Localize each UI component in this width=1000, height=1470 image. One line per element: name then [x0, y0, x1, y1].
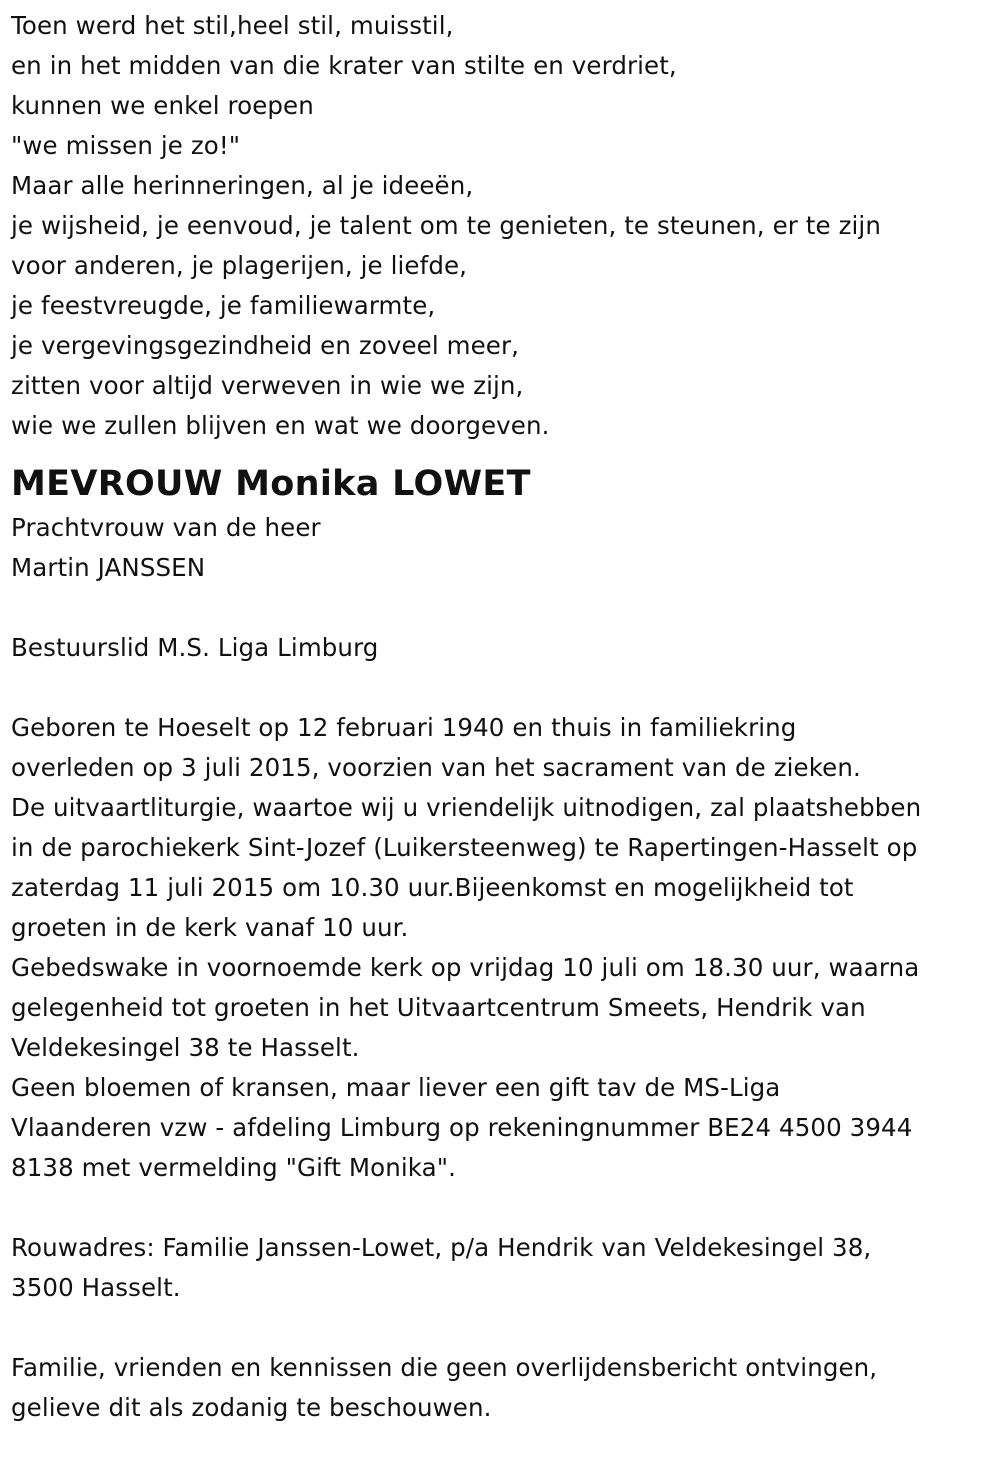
poem [11, 6, 996, 446]
announcement-line: zaterdag 11 juli 2015 om 10.30 uur.Bijeenkomst en mogelijkheid tot [11, 873, 854, 902]
spouse-name: Martin JANSSEN [11, 553, 206, 582]
closing-line: gelieve dit als zodanig te beschouwen. [11, 1393, 492, 1422]
poem-line: "we missen je zo!" [11, 131, 241, 160]
announcement-line: Geen bloemen of kransen, maar liever een gift tav de MS-Liga [11, 1073, 781, 1102]
announcement-line: Geboren te Hoeselt op 12 februari 1940 en thuis in familiekring [11, 713, 797, 742]
address-line: Rouwadres: Familie Janssen-Lowet, p/a Hendrik van Veldekesingel 38, [11, 1233, 872, 1262]
spacer [11, 1308, 996, 1348]
spacer [11, 1188, 996, 1228]
announcement-line: Vlaanderen vzw - afdeling Limburg op rekeningnummer BE24 4500 3944 [11, 1113, 913, 1142]
spacer [11, 588, 996, 628]
poem-line: je wijsheid, je eenvoud, je talent om te genieten, te steunen, er te zijn [11, 211, 881, 240]
poem-line: wie we zullen blijven en wat we doorgeven. [11, 411, 550, 440]
poem-line: Toen werd het stil,heel stil, muisstil, [11, 11, 454, 40]
obituary-document [11, 6, 996, 1428]
announcement-line: Veldekesingel 38 te Hasselt. [11, 1033, 360, 1062]
announcement-line: 8138 met vermelding "Gift Monika". [11, 1153, 456, 1182]
poem-line: en in het midden van die krater van stilte en verdriet, [11, 51, 677, 80]
announcement [11, 708, 996, 1188]
spacer [11, 668, 996, 708]
poem-line: kunnen we enkel roepen [11, 91, 314, 120]
announcement-line: De uitvaartliturgie, waartoe wij u vriendelijk uitnodigen, zal plaatshebben [11, 793, 922, 822]
poem-line: voor anderen, je plagerijen, je liefde, [11, 251, 468, 280]
poem-line: je vergevingsgezindheid en zoveel meer, [11, 331, 520, 360]
role-line: Bestuurslid M.S. Liga Limburg [11, 633, 379, 662]
spouse-line: Prachtvrouw van de heer [11, 513, 321, 542]
deceased-name: MEVROUW Monika LOWET [11, 464, 531, 504]
address-line: 3500 Hasselt. [11, 1273, 181, 1302]
announcement-line: overleden op 3 juli 2015, voorzien van het sacrament van de zieken. [11, 753, 861, 782]
announcement-line: in de parochiekerk Sint-Jozef (Luikersteenweg) te Rapertingen-Hasselt op [11, 833, 918, 862]
announcement-line: Gebedswake in voornoemde kerk op vrijdag 10 juli om 18.30 uur, waarna [11, 953, 920, 982]
mourning-address [11, 1228, 996, 1308]
closing-line: Familie, vrienden en kennissen die geen overlijdensbericht ontvingen, [11, 1353, 878, 1382]
poem-line: je feestvreugde, je familiewarmte, [11, 291, 436, 320]
announcement-line: groeten in de kerk vanaf 10 uur. [11, 913, 409, 942]
poem-line: Maar alle herinneringen, al je ideeën, [11, 171, 474, 200]
closing-note [11, 1348, 996, 1428]
announcement-line: gelegenheid tot groeten in het Uitvaartcentrum Smeets, Hendrik van [11, 993, 866, 1022]
poem-line: zitten voor altijd verweven in wie we zijn, [11, 371, 524, 400]
